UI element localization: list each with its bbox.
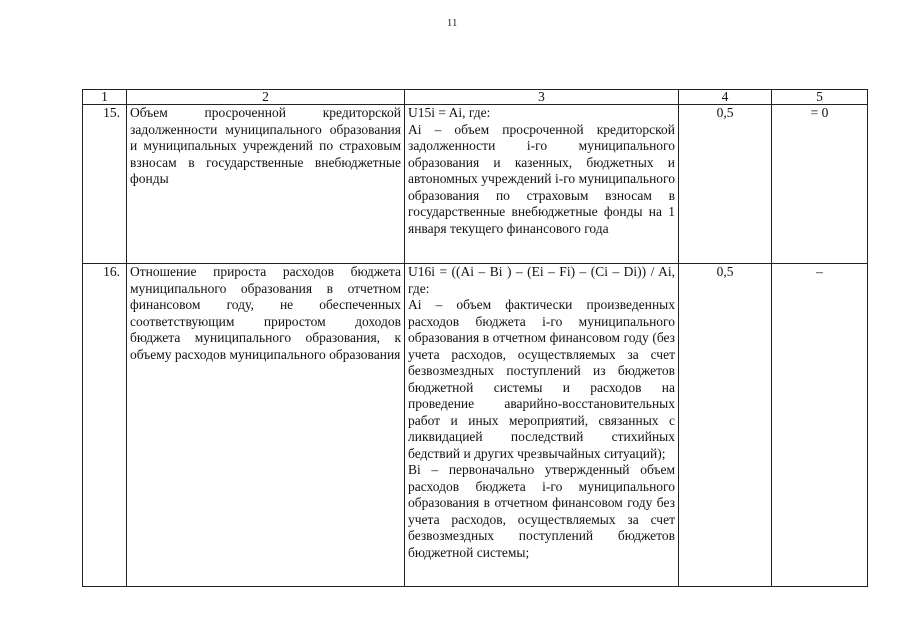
formula-variable-description: Ai – объем фактически произведенных расходов бюджета i-го муниципального образования в отчетном финансовом году (без учета расходов, осуществляемых за счет безвозмездных поступлений из бюджетов бюджетной системы и расходов на проведение аварийно-восстановительных работ и иных мероприятий, связанных с ликвидацией последствий стихийных бедствий и других чрезвычайных ситуаций); (408, 297, 675, 461)
indicator-condition: – (772, 264, 868, 587)
row-number: 15. (83, 105, 127, 264)
table-row (83, 105, 868, 264)
row-number: 16. (83, 264, 127, 587)
column-number-4: 4 (679, 90, 772, 105)
indicator-formula-cell (405, 264, 679, 587)
indicator-weight: 0,5 (679, 264, 772, 587)
column-number-1: 1 (83, 90, 127, 105)
column-number-5: 5 (772, 90, 868, 105)
indicator-weight: 0,5 (679, 105, 772, 264)
table-row (83, 264, 868, 587)
indicator-condition: = 0 (772, 105, 868, 264)
page-number: 11 (447, 18, 458, 29)
indicator-formula: U15i = Ai, где: (408, 105, 491, 120)
indicator-name: Объем просроченной кредиторской задолженности муниципального образования и муниципальных учреждений по страховым взносам в государственные внебюджетные фонды (127, 105, 405, 264)
indicator-table (82, 89, 868, 587)
column-number-row (83, 90, 868, 105)
indicator-formula-cell (405, 105, 679, 264)
formula-variable-description: Bi – первоначально утвержденный объем расходов бюджета i-го муниципального образования в отчетном финансовом году без учета расходов, осуществляемых за счет безвозмездных поступлений бюджетов бюджетной системы; (408, 462, 675, 560)
column-number-2: 2 (127, 90, 405, 105)
formula-variable-description: Ai – объем просроченной кредиторской задолженности i-го муниципального образования и казенных, бюджетных и автономных учреждений i-го муниципального образования по страховым взносам в государственные внебюджетные фонды на 1 января текущего финансового года (408, 121, 675, 236)
indicator-formula: U16i = ((Ai – Bi ) – (Ei – Fi) – (Ci – Di)) / Ai, где: (408, 264, 675, 296)
indicator-name: Отношение прироста расходов бюджета муниципального образования в отчетном финансовом году, не обеспеченных соответствующим приростом доходов бюджета муниципального образования, к объему расходов муниципального образования (127, 264, 405, 587)
column-number-3: 3 (405, 90, 679, 105)
